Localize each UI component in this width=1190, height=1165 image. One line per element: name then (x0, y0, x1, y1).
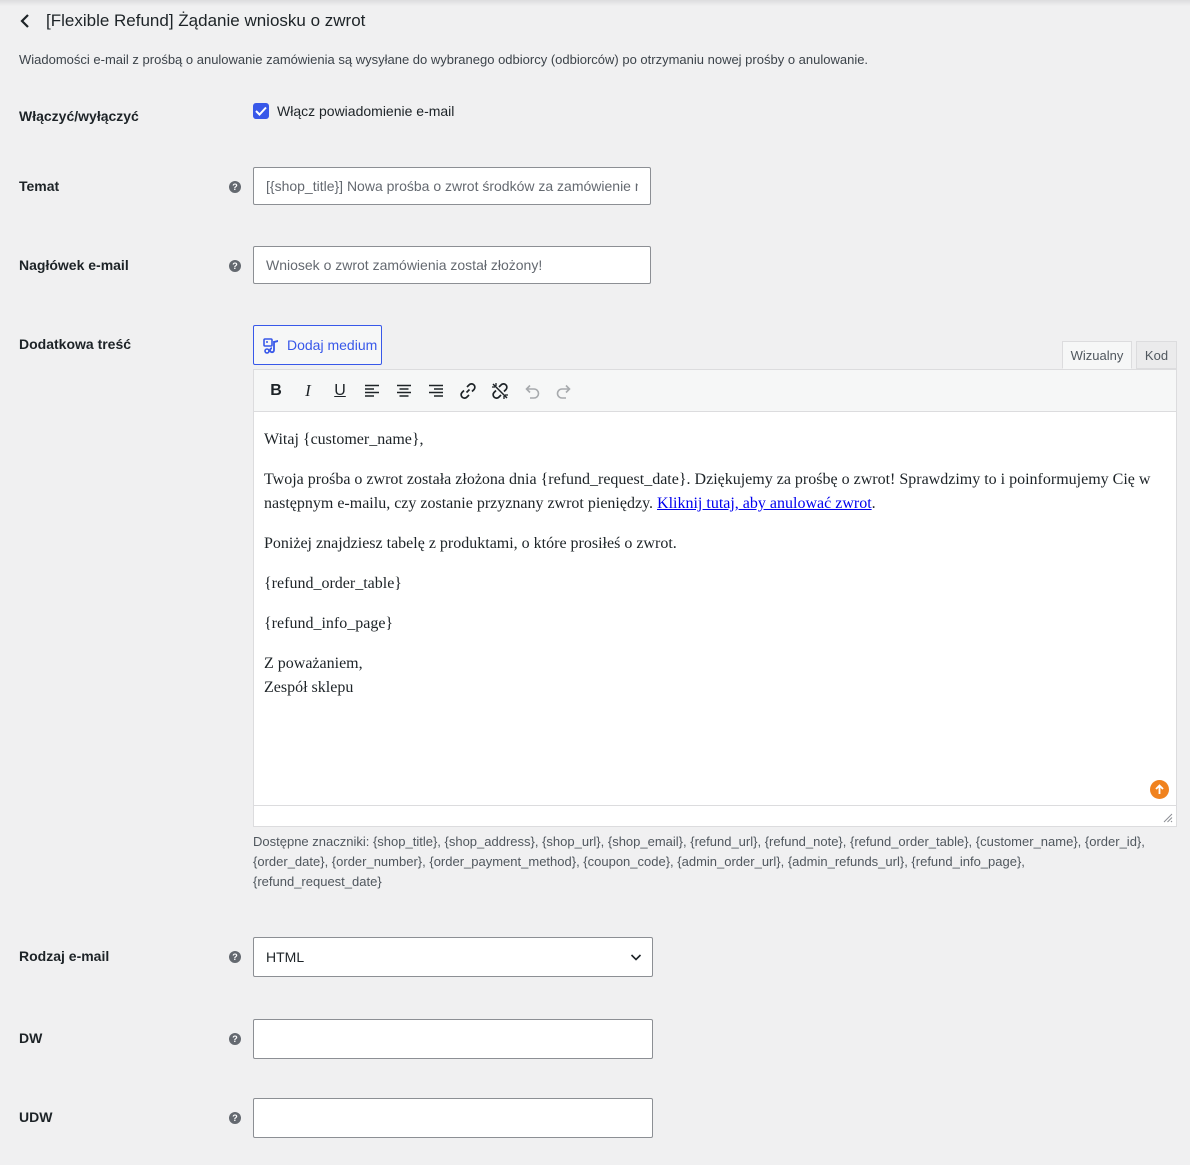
cc-input[interactable] (253, 1019, 653, 1059)
bold-icon[interactable]: B (270, 381, 282, 399)
content-greeting: Witaj {customer_name}, (264, 431, 424, 448)
bcc-label: UDW (19, 1109, 53, 1125)
subject-help-icon[interactable]: ? (229, 181, 241, 193)
heading-input[interactable] (253, 246, 651, 284)
cc-label: DW (19, 1030, 43, 1046)
content-closing (264, 652, 1166, 700)
content-refund-order-table: {refund_order_table} (264, 575, 402, 592)
enable-checkbox-label: Włącz powiadomienie e-mail (277, 103, 455, 119)
subject-label: Temat (19, 178, 60, 194)
bcc-input[interactable] (253, 1098, 653, 1138)
email-type-help-icon[interactable]: ? (229, 951, 241, 963)
unlink-icon[interactable] (484, 375, 516, 407)
chevron-down-icon (630, 951, 642, 963)
content-request-end: . (871, 495, 876, 512)
editor-content-area[interactable] (254, 412, 1176, 732)
align-right-icon[interactable] (420, 375, 452, 407)
content-closing-line1: Z poważaniem, (264, 655, 363, 672)
content-paragraph-table-intro: Poniżej znajdziesz tabelę z produktami, o które prosiłeś o zwrot. (264, 535, 677, 552)
add-media-button[interactable] (253, 325, 382, 365)
rich-text-editor (253, 369, 1177, 827)
email-type-select[interactable] (253, 937, 653, 977)
tab-visual[interactable]: Wizualny (1062, 341, 1132, 369)
content-closing-line2: Zespół sklepu (264, 679, 354, 696)
heading-label: Nagłówek e-mail (19, 257, 129, 273)
subject-input[interactable] (253, 167, 651, 205)
available-tags-text: Dostępne znaczniki: {shop_title}, {shop_address}, {shop_url}, {shop_email}, {refund_url}, {refund_note}, {refund_order_table}, {customer_name}, {order_id}, {order_date}, {order_number}, {order_payment_method}, {coupon_code}, {admin_order_url}, {admin_refunds_url}, {refund_info_page}, {refund_request_date} (253, 834, 1145, 889)
heading-help-icon[interactable]: ? (229, 260, 241, 272)
cc-help-icon[interactable]: ? (229, 1033, 241, 1045)
scroll-up-button[interactable] (1150, 780, 1169, 799)
italic-icon[interactable]: I (305, 380, 311, 400)
align-left-icon[interactable] (356, 375, 388, 407)
top-shadow (0, 0, 1190, 6)
enable-label: Włączyć/wyłączyć (19, 108, 139, 124)
redo-icon[interactable] (548, 375, 580, 407)
email-type-label: Rodzaj e-mail (19, 948, 110, 964)
underline-icon[interactable]: U (334, 381, 346, 399)
content-paragraph-request (264, 468, 1166, 516)
enable-checkbox-row[interactable] (253, 103, 454, 119)
add-media-icon (263, 337, 280, 354)
arrow-up-icon (1154, 784, 1165, 795)
email-type-selected: HTML (266, 949, 305, 965)
enable-checkbox[interactable] (253, 103, 269, 119)
page-description: Wiadomości e-mail z prośbą o anulowanie zamówienia są wysyłane do wybranego odbiorcy (odbiorców) po otrzymaniu nowej prośby o anulowanie. (19, 52, 869, 67)
content-request-text: Twoja prośba o zwrot została złożona dnia {refund_request_date}. Dziękujemy za prośbę o zwrot! Sprawdzimy to i poinformujemy Cię w następnym e-mailu, czy zostanie przyznany zwrot pieniędzy. (264, 471, 1151, 512)
align-center-icon[interactable] (388, 375, 420, 407)
bcc-help-icon[interactable]: ? (229, 1112, 241, 1124)
content-refund-info-page: {refund_info_page} (264, 615, 394, 632)
resize-grip-icon[interactable] (1163, 813, 1173, 823)
tab-code[interactable]: Kod (1136, 341, 1177, 369)
add-media-label: Dodaj medium (287, 337, 378, 353)
undo-icon[interactable] (516, 375, 548, 407)
link-icon[interactable] (452, 375, 484, 407)
page-title: [Flexible Refund] Żądanie wniosku o zwrot (46, 11, 366, 30)
additional-content-label: Dodatkowa treść (19, 336, 132, 352)
cancel-refund-link[interactable]: Kliknij tutaj, aby anulować zwrot (657, 495, 872, 512)
editor-statusbar (254, 805, 1176, 826)
page-header (19, 11, 365, 31)
back-chevron-icon[interactable] (19, 11, 37, 31)
editor-toolbar (254, 370, 1176, 412)
